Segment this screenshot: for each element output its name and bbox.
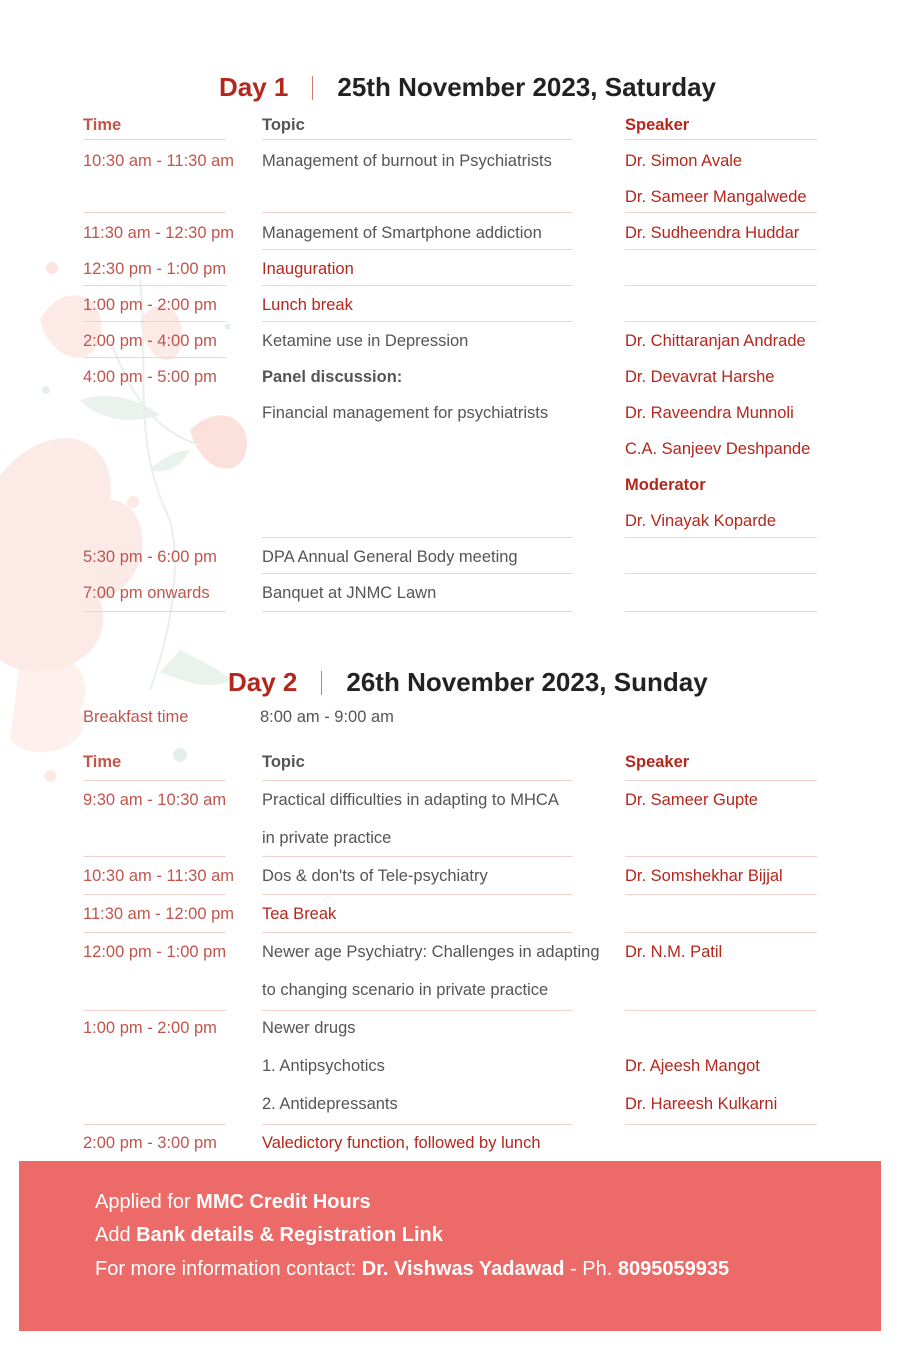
day1-rule — [262, 249, 573, 250]
footer-contact-separator: - Ph. — [564, 1258, 618, 1280]
day1-row-topic: Panel discussion: — [262, 368, 403, 386]
day1-row-time: 5:30 pm - 6:00 pm — [83, 548, 217, 566]
day1-row-speaker: Dr. Raveendra Munnoli — [625, 404, 794, 422]
day2-row-topic: Newer drugs — [262, 1019, 356, 1037]
day1-row-topic: Lunch break — [262, 296, 353, 314]
day1-row-topic: Inauguration — [262, 260, 354, 278]
day1-heading — [219, 72, 716, 103]
day2-rule — [625, 894, 817, 895]
day2-rule — [625, 1124, 817, 1125]
day1-moderator-label: Moderator — [625, 476, 706, 494]
day1-label: Day 1 — [219, 72, 289, 102]
footer-contact-line — [95, 1258, 729, 1281]
day2-header-speaker: Speaker — [625, 753, 690, 771]
day2-row-topic: to changing scenario in private practice — [262, 981, 549, 999]
day1-row-topic: Financial management for psychiatrists — [262, 404, 549, 422]
day1-row-speaker: Dr. Vinayak Koparde — [625, 512, 777, 530]
breakfast-time: 8:00 am - 9:00 am — [260, 708, 394, 726]
day1-rule — [83, 285, 226, 286]
day2-row-speaker: Dr. Somshekhar Bijjal — [625, 867, 783, 885]
day1-row-time: 12:30 pm - 1:00 pm — [83, 260, 227, 278]
day2-row-speaker: Dr. Sameer Gupte — [625, 791, 758, 809]
day2-rule — [262, 856, 573, 857]
day1-rule — [625, 611, 817, 612]
day1-rule — [83, 321, 226, 322]
day1-rule — [262, 573, 573, 574]
day1-row-speaker: Dr. Chittaranjan Andrade — [625, 332, 806, 350]
day2-row-speaker: Dr. N.M. Patil — [625, 943, 723, 961]
day1-row-speaker: Dr. Devavrat Harshe — [625, 368, 775, 386]
day1-row-topic: Management of Smartphone addiction — [262, 224, 542, 242]
day1-row-speaker: C.A. Sanjeev Deshpande — [625, 440, 811, 458]
day2-rule — [262, 932, 573, 933]
breakfast-label: Breakfast time — [83, 708, 189, 726]
day2-rule — [262, 894, 573, 895]
day2-row-topic: Newer age Psychiatry: Challenges in adapting — [262, 943, 600, 961]
day1-rule — [625, 321, 817, 322]
day2-row-time: 1:00 pm - 2:00 pm — [83, 1019, 217, 1037]
day1-rule — [262, 212, 573, 213]
footer-banner — [19, 1161, 881, 1331]
footer-contact-name: Dr. Vishwas Yadawad — [361, 1258, 565, 1280]
day2-heading — [228, 667, 708, 698]
day2-row-topic: in private practice — [262, 829, 392, 847]
day1-row-time: 1:00 pm - 2:00 pm — [83, 296, 217, 314]
day1-rule — [262, 139, 573, 140]
day1-row-time: 7:00 pm onwards — [83, 584, 210, 602]
day2-rule — [262, 1124, 573, 1125]
day2-rule — [83, 932, 226, 933]
day1-header-topic: Topic — [262, 116, 305, 134]
day1-row-speaker: Dr. Simon Avale — [625, 152, 743, 170]
day1-heading-divider — [312, 76, 313, 100]
day1-row-time: 11:30 am - 12:30 pm — [83, 224, 235, 242]
day1-rule — [262, 321, 573, 322]
day2-row-time: 11:30 am - 12:00 pm — [83, 905, 235, 923]
day1-rule — [625, 212, 817, 213]
day1-rule — [625, 573, 817, 574]
day2-rule — [625, 1010, 817, 1011]
day2-rule — [83, 856, 226, 857]
day1-rule — [83, 139, 226, 140]
day1-rule — [262, 611, 573, 612]
day1-rule — [83, 611, 226, 612]
day2-heading-divider — [321, 671, 322, 695]
day1-row-speaker: Dr. Sameer Mangalwede — [625, 188, 807, 206]
day1-row-speaker: Dr. Sudheendra Huddar — [625, 224, 800, 242]
day2-rule — [83, 780, 226, 781]
day1-header-time: Time — [83, 116, 122, 134]
footer-credit-line — [95, 1191, 371, 1214]
day2-rule — [625, 856, 817, 857]
day2-row-topic: 2. Antidepressants — [262, 1095, 398, 1113]
day2-rule — [625, 780, 817, 781]
day2-date: 26th November 2023, Sunday — [346, 667, 708, 697]
day1-header-speaker: Speaker — [625, 116, 690, 134]
day2-row-time: 12:00 pm - 1:00 pm — [83, 943, 227, 961]
day2-rule — [83, 894, 226, 895]
footer-registration-prefix: Add — [95, 1224, 137, 1246]
day2-row-topic: Valedictory function, followed by lunch — [262, 1134, 541, 1152]
footer-contact-phone[interactable]: 8095059935 — [617, 1258, 730, 1280]
day1-rule — [625, 285, 817, 286]
day1-rule — [83, 357, 226, 358]
footer-registration-line — [95, 1224, 443, 1247]
day1-row-topic: Management of burnout in Psychiatrists — [262, 152, 552, 170]
day1-rule — [262, 285, 573, 286]
footer-registration-text: Bank details & Registration Link — [136, 1224, 443, 1246]
day2-row-topic: Dos & don'ts of Tele-psychiatry — [262, 867, 488, 885]
day2-header-time: Time — [83, 753, 122, 771]
footer-credit-prefix: Applied for — [95, 1191, 197, 1213]
day1-rule — [83, 212, 226, 213]
day1-rule — [625, 139, 817, 140]
day1-rule — [262, 537, 573, 538]
day1-row-time: 10:30 am - 11:30 am — [83, 152, 235, 170]
day1-rule — [625, 249, 817, 250]
day1-row-time: 2:00 pm - 4:00 pm — [83, 332, 217, 350]
day2-label: Day 2 — [228, 667, 298, 697]
day2-row-speaker: Dr. Hareesh Kulkarni — [625, 1095, 778, 1113]
day1-row-topic: Ketamine use in Depression — [262, 332, 469, 350]
footer-contact-prefix: For more information contact: — [95, 1258, 362, 1280]
day2-rule — [262, 1010, 573, 1011]
day1-row-topic: DPA Annual General Body meeting — [262, 548, 518, 566]
day1-rule — [625, 537, 817, 538]
day1-row-time: 4:00 pm - 5:00 pm — [83, 368, 217, 386]
day2-rule — [83, 1010, 226, 1011]
day1-date: 25th November 2023, Saturday — [337, 72, 717, 102]
footer-credit-hours: MMC Credit Hours — [196, 1191, 371, 1213]
day2-rule — [625, 932, 817, 933]
day2-rule — [83, 1124, 226, 1125]
day2-row-topic: Tea Break — [262, 905, 337, 923]
day2-row-time: 2:00 pm - 3:00 pm — [83, 1134, 217, 1152]
day2-row-topic: Practical difficulties in adapting to MHCA — [262, 791, 559, 809]
day1-row-topic: Banquet at JNMC Lawn — [262, 584, 437, 602]
day2-row-time: 10:30 am - 11:30 am — [83, 867, 235, 885]
day2-rule — [262, 780, 573, 781]
day2-row-topic: 1. Antipsychotics — [262, 1057, 385, 1075]
day2-row-speaker: Dr. Ajeesh Mangot — [625, 1057, 760, 1075]
day2-row-time: 9:30 am - 10:30 am — [83, 791, 227, 809]
day2-header-topic: Topic — [262, 753, 305, 771]
